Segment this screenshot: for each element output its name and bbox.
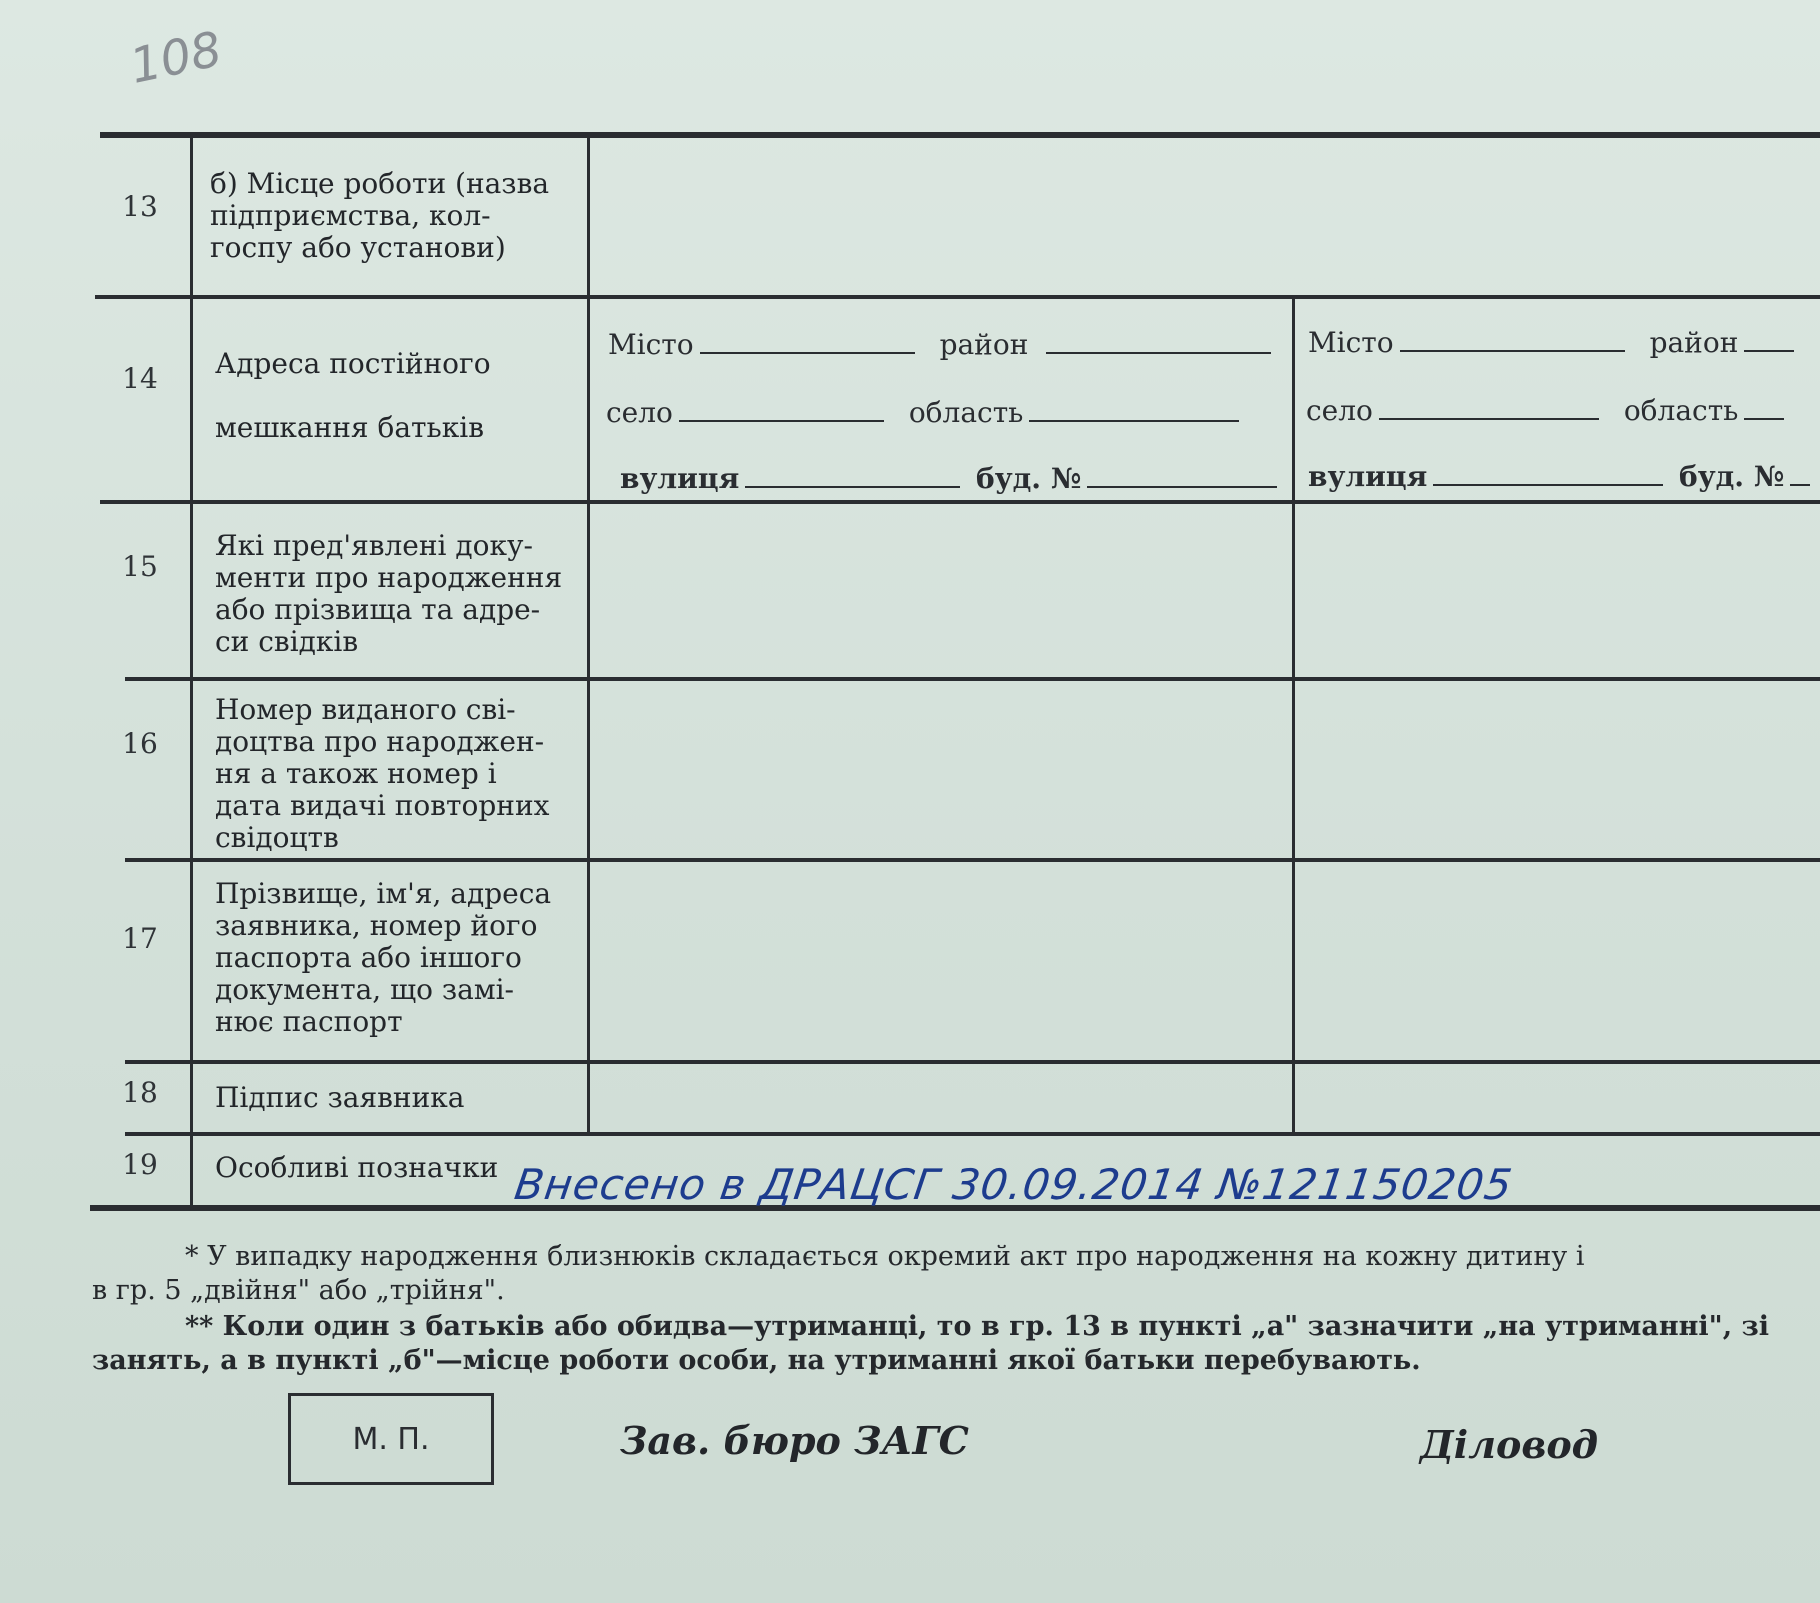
row-divider bbox=[125, 858, 1820, 862]
row-divider bbox=[125, 1060, 1820, 1064]
region-field-label: область bbox=[1623, 394, 1739, 427]
row-17-label: Прізвище, ім'я, адреса заявника, номер його паспорта або іншого документа, що замі- нює паспорт bbox=[215, 877, 552, 1038]
seal-place-box bbox=[288, 1393, 494, 1485]
row-number-16: 16 bbox=[122, 727, 158, 760]
row-number-17: 17 bbox=[122, 922, 158, 955]
row-number-18: 18 bbox=[122, 1076, 158, 1109]
village-field-label: село bbox=[1306, 394, 1373, 427]
city-field-label: Місто bbox=[608, 328, 694, 361]
street-field-label: вулиця bbox=[1308, 460, 1428, 493]
district-field-label: район bbox=[1649, 326, 1739, 359]
row-18-label: Підпис заявника bbox=[215, 1081, 465, 1114]
mother-address-line-3 bbox=[1308, 460, 1816, 493]
mother-address-line-1 bbox=[1308, 326, 1800, 359]
row-15-label: Які пред'явлені доку- менти про народження або прізвища та адре- си свідків bbox=[215, 529, 563, 658]
parents-column-divider bbox=[1292, 298, 1295, 1132]
row-number-14: 14 bbox=[122, 362, 158, 395]
row-divider bbox=[95, 295, 1820, 299]
row-divider bbox=[125, 1132, 1820, 1136]
street-field-label: вулиця bbox=[620, 462, 740, 495]
row-number-19: 19 bbox=[122, 1148, 158, 1181]
pencil-page-number: 108 bbox=[125, 21, 227, 95]
father-address-line-2 bbox=[606, 396, 1245, 429]
handwritten-registry-note: Внесено в ДРАЦСГ 30.09.2014 №121150205 bbox=[511, 1160, 1516, 1209]
label-column-divider bbox=[587, 138, 590, 1132]
row-19-label: Особливі позначки bbox=[215, 1151, 499, 1184]
father-address-line-1 bbox=[608, 328, 1277, 361]
row-13-label: б) Місце роботи (назва підприємства, кол- госпу або установи) bbox=[210, 167, 550, 264]
row-divider bbox=[125, 677, 1820, 681]
row-14-label: Адреса постійного мешкання батьків bbox=[215, 347, 491, 444]
footnote-dependents-line-2: занять, а в пункті „б"—місце роботи особи, на утриманні якої батьки перебувають. bbox=[92, 1345, 1421, 1376]
clerk-title: Діловод bbox=[1420, 1422, 1599, 1467]
building-field-label: буд. № bbox=[1679, 460, 1785, 493]
building-field-label: буд. № bbox=[976, 462, 1082, 495]
district-field-label: район bbox=[939, 328, 1029, 361]
region-field-label: область bbox=[908, 396, 1024, 429]
registry-head-title: Зав. бюро ЗАГС bbox=[620, 1418, 969, 1463]
footnote-twins-line-1: * У випадку народження близнюків складається окремий акт про народження на кожну дитину і bbox=[185, 1241, 1585, 1272]
footnote-dependents-line-1: ** Коли один з батьків або обидва—утриманці, то в гр. 13 в пункті „а" зазначити „на утриманні", зі bbox=[185, 1311, 1769, 1342]
city-field-label: Місто bbox=[1308, 326, 1394, 359]
village-field-label: село bbox=[606, 396, 673, 429]
row-16-label: Номер виданого сві- доцтва про народжен- ня а також номер і дата видачі повторних свідоцтв bbox=[215, 693, 550, 854]
mother-address-line-2 bbox=[1306, 394, 1790, 427]
number-column-divider bbox=[190, 138, 193, 1205]
footnote-twins-line-2: в гр. 5 „двійня" або „трійня". bbox=[92, 1275, 505, 1306]
row-number-13: 13 bbox=[122, 190, 158, 223]
father-address-line-3 bbox=[620, 462, 1283, 495]
seal-place-label: М. П. bbox=[352, 1421, 430, 1457]
table-top-border bbox=[100, 132, 1820, 138]
row-number-15: 15 bbox=[122, 550, 158, 583]
row-divider bbox=[100, 500, 1820, 504]
